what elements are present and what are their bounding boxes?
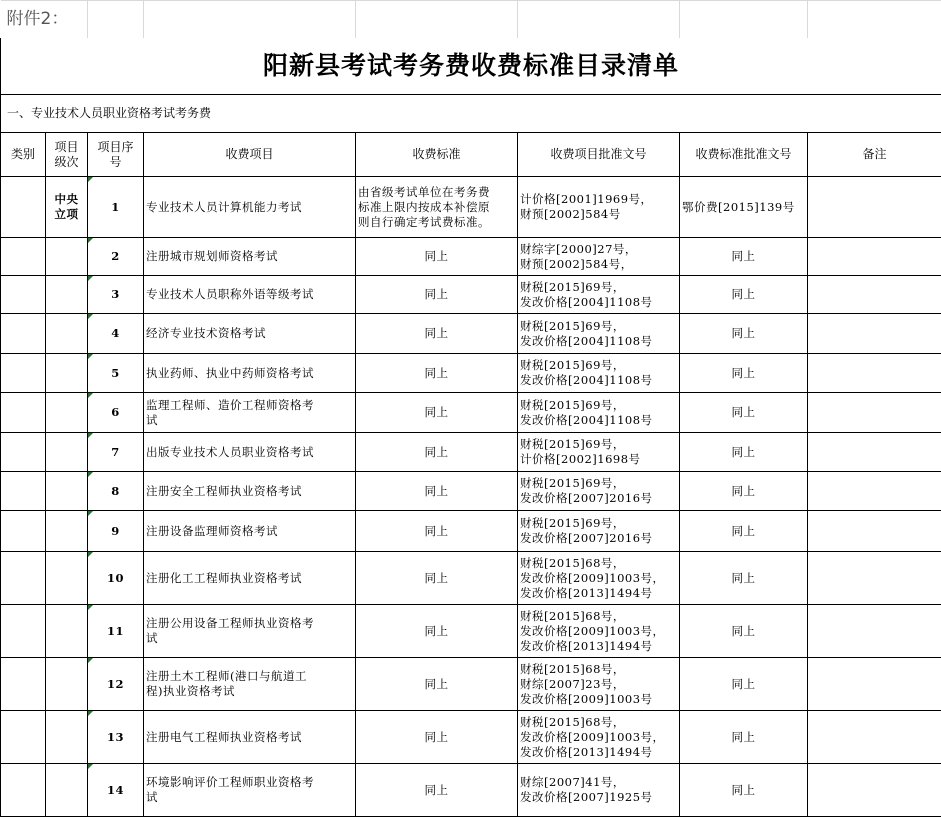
approval-doc-line: 发改价格[2007]2016号	[520, 531, 653, 545]
attachment-row	[1, 1, 941, 38]
level-cell	[46, 238, 88, 276]
item-approval-doc	[518, 354, 680, 393]
approval-doc-line: 财综[2007]41号，	[520, 775, 625, 789]
item-number: 10	[88, 552, 144, 605]
item-number: 7	[88, 433, 144, 472]
item-approval-doc	[518, 511, 680, 552]
level-cell	[46, 314, 88, 354]
header-seq-line2: 号	[109, 154, 122, 169]
item-name: 执业药师、执业中药师资格考试	[144, 354, 356, 393]
item-name	[144, 393, 356, 433]
approval-doc-line: 财预[2002]584号	[520, 207, 621, 221]
category-cell	[1, 764, 46, 817]
fee-standard-line: 同上	[424, 405, 449, 419]
header-item: 收费项目	[144, 133, 356, 177]
category-cell	[1, 605, 46, 658]
header-row	[1, 133, 941, 177]
level-cell	[46, 354, 88, 393]
item-number: 5	[88, 354, 144, 393]
category-cell	[1, 354, 46, 393]
level-cell	[46, 276, 88, 314]
item-name: 专业技术人员职称外语等级考试	[144, 276, 356, 314]
item-name: 注册化工工程师执业资格考试	[144, 552, 356, 605]
empty-cell	[680, 1, 808, 38]
level-label-line1: 中央	[54, 192, 79, 206]
item-number: 3	[88, 276, 144, 314]
item-approval-doc	[518, 177, 680, 238]
remarks-cell	[808, 177, 941, 238]
item-approval-doc	[518, 472, 680, 511]
standard-approval-doc: 同上	[680, 658, 808, 711]
approval-doc-line: 财税[2015]69号，	[520, 397, 625, 412]
item-number: 4	[88, 314, 144, 354]
fee-standard-line: 同上	[424, 249, 449, 263]
standard-approval-doc: 同上	[680, 238, 808, 276]
table-row	[1, 605, 941, 658]
approval-doc-line: 发改价格[2004]1108号	[520, 412, 653, 427]
remarks-cell	[808, 433, 941, 472]
level-cell	[46, 711, 88, 764]
standard-approval-doc: 鄂价费[2015]139号	[680, 177, 808, 238]
remarks-cell	[808, 511, 941, 552]
approval-doc-line: 发改价格[2009]1003号，	[520, 729, 665, 744]
category-cell	[1, 552, 46, 605]
category-cell	[1, 238, 46, 276]
fee-standard	[356, 472, 518, 511]
item-number: 14	[88, 764, 144, 817]
approval-doc-line: 发改价格[2009]1003号，	[520, 570, 665, 585]
item-name	[144, 658, 356, 711]
category-cell	[1, 711, 46, 764]
header-level-line1: 项目	[54, 139, 79, 154]
standard-approval-doc: 同上	[680, 605, 808, 658]
empty-cell	[808, 1, 941, 38]
item-name-line: 注册公用设备工程师执业资格考	[146, 616, 315, 630]
standard-approval-doc: 同上	[680, 552, 808, 605]
approval-doc-line: 财税[2015]69号，	[520, 476, 625, 490]
approval-doc-line: 财税[2015]68号，	[520, 608, 625, 623]
category-cell	[1, 511, 46, 552]
level-cell	[46, 511, 88, 552]
fee-standard-line: 同上	[424, 444, 449, 459]
standard-approval-doc: 同上	[680, 314, 808, 354]
fee-standard	[356, 354, 518, 393]
fee-standard	[356, 433, 518, 472]
level-cell	[46, 658, 88, 711]
fee-standard	[356, 711, 518, 764]
table-row	[1, 354, 941, 393]
item-name-line: 环境影响评价工程师职业资格考	[146, 775, 315, 789]
approval-doc-line: 财税[2015]69号，	[520, 279, 625, 294]
remarks-cell	[808, 711, 941, 764]
header-standard: 收费标准	[356, 133, 518, 177]
item-number: 13	[88, 711, 144, 764]
table-row	[1, 314, 941, 354]
table-row	[1, 658, 941, 711]
remarks-cell	[808, 238, 941, 276]
category-cell	[1, 393, 46, 433]
remarks-cell	[808, 658, 941, 711]
approval-doc-line: 财税[2015]68号，	[520, 555, 625, 570]
level-cell	[46, 177, 88, 238]
item-name: 出版专业技术人员职业资格考试	[144, 433, 356, 472]
table-row	[1, 511, 941, 552]
item-name-line: 监理工程师、造价工程师资格考	[146, 397, 315, 412]
item-approval-doc	[518, 314, 680, 354]
fee-standard-line: 同上	[424, 782, 449, 797]
standard-approval-doc: 同上	[680, 764, 808, 817]
approval-doc-line: 发改价格[2009]1003号	[520, 691, 653, 706]
item-number: 6	[88, 393, 144, 433]
item-name	[144, 605, 356, 658]
category-cell	[1, 658, 46, 711]
title-row	[1, 38, 941, 95]
remarks-cell	[808, 276, 941, 314]
item-name-line: 试	[146, 790, 159, 804]
item-name: 注册电气工程师执业资格考试	[144, 711, 356, 764]
standard-approval-doc: 同上	[680, 276, 808, 314]
header-seq-line1: 项目序	[97, 139, 134, 154]
table-row	[1, 238, 941, 276]
item-approval-doc	[518, 605, 680, 658]
item-approval-doc	[518, 276, 680, 314]
remarks-cell	[808, 605, 941, 658]
fee-standard-line: 同上	[424, 570, 449, 585]
item-approval-doc	[518, 393, 680, 433]
approval-doc-line: 发改价格[2004]1108号	[520, 333, 653, 348]
approval-doc-line: 发改价格[2013]1494号	[520, 744, 653, 759]
level-cell	[46, 552, 88, 605]
empty-cell	[88, 1, 144, 38]
fee-standard-line: 同上	[424, 326, 449, 340]
item-number: 2	[88, 238, 144, 276]
item-name-line: 试	[146, 631, 159, 645]
fee-standard	[356, 393, 518, 433]
item-name: 注册城市规划师资格考试	[144, 238, 356, 276]
level-cell	[46, 433, 88, 472]
approval-doc-line: 财税[2015]68号，	[520, 714, 625, 729]
fee-standard	[356, 764, 518, 817]
fee-standard-line: 同上	[424, 365, 449, 380]
header-item-doc: 收费项目批准文号	[518, 133, 680, 177]
table-row	[1, 276, 941, 314]
item-name: 专业技术人员计算机能力考试	[144, 177, 356, 238]
empty-cell	[356, 1, 518, 38]
header-seq	[88, 133, 144, 177]
fee-standard-line: 同上	[424, 676, 449, 691]
fee-standard-line: 同上	[424, 623, 449, 638]
item-approval-doc	[518, 764, 680, 817]
item-number: 12	[88, 658, 144, 711]
header-standard-doc: 收费标准批准文号	[680, 133, 808, 177]
section-heading: 一、专业技术人员职业资格考试考务费	[1, 95, 941, 133]
approval-doc-line: 财综[2007]23号，	[520, 676, 625, 691]
standard-approval-doc: 同上	[680, 433, 808, 472]
level-cell	[46, 472, 88, 511]
table-row	[1, 472, 941, 511]
fee-standard	[356, 552, 518, 605]
empty-cell	[518, 1, 680, 38]
approval-doc-line: 财综字[2000]27号，	[520, 241, 637, 256]
fee-standard-line: 同上	[424, 287, 449, 301]
approval-doc-line: 发改价格[2007]2016号	[520, 491, 653, 505]
item-name-line: 试	[146, 412, 159, 427]
remarks-cell	[808, 764, 941, 817]
category-cell	[1, 433, 46, 472]
item-name-line: 程)执业资格考试	[146, 684, 236, 698]
approval-doc-line: 计价格[2002]1698号	[520, 452, 641, 466]
category-cell	[1, 276, 46, 314]
item-name	[144, 764, 356, 817]
category-cell	[1, 177, 46, 238]
standard-approval-doc: 同上	[680, 511, 808, 552]
standard-approval-doc: 同上	[680, 354, 808, 393]
header-category: 类别	[1, 133, 46, 177]
item-name: 注册设备监理师资格考试	[144, 511, 356, 552]
approval-doc-line: 发改价格[2013]1494号	[520, 585, 653, 600]
remarks-cell	[808, 472, 941, 511]
standard-approval-doc: 同上	[680, 393, 808, 433]
item-name-line: 注册土木工程师(港口与航道工	[146, 669, 308, 683]
approval-doc-line: 财税[2015]68号，	[520, 661, 625, 676]
empty-cell	[144, 1, 356, 38]
fee-standard	[356, 276, 518, 314]
item-approval-doc	[518, 552, 680, 605]
section-row	[1, 95, 941, 133]
approval-doc-line: 财税[2015]69号，	[520, 437, 625, 451]
header-remarks: 备注	[808, 133, 941, 177]
approval-doc-line: 财预[2002]584号，	[520, 256, 633, 271]
table-row	[1, 711, 941, 764]
table-row	[1, 433, 941, 472]
fee-standard	[356, 658, 518, 711]
fee-standard-line: 同上	[424, 729, 449, 744]
approval-doc-line: 财税[2015]69号，	[520, 318, 625, 333]
level-label-line2: 立项	[54, 207, 79, 221]
level-cell	[46, 764, 88, 817]
fee-standard	[356, 605, 518, 658]
item-number: 9	[88, 511, 144, 552]
fee-standard-line: 同上	[424, 483, 449, 498]
approval-doc-line: 计价格[2001]1969号，	[520, 192, 653, 206]
standard-approval-doc: 同上	[680, 711, 808, 764]
header-level	[46, 133, 88, 177]
item-number: 8	[88, 472, 144, 511]
approval-doc-line: 发改价格[2013]1494号	[520, 638, 653, 653]
approval-doc-line: 财税[2015]69号，	[520, 516, 625, 530]
document-title: 阳新县考试考务费收费标准目录清单	[1, 38, 941, 95]
remarks-cell	[808, 393, 941, 433]
item-name: 经济专业技术资格考试	[144, 314, 356, 354]
item-name: 注册安全工程师执业资格考试	[144, 472, 356, 511]
fee-standard	[356, 238, 518, 276]
fee-standard-line: 标准上限内按成本补偿原	[358, 199, 491, 214]
item-number: 11	[88, 605, 144, 658]
item-approval-doc	[518, 658, 680, 711]
remarks-cell	[808, 354, 941, 393]
approval-doc-line: 发改价格[2009]1003号，	[520, 623, 665, 638]
level-cell	[46, 605, 88, 658]
remarks-cell	[808, 552, 941, 605]
item-approval-doc	[518, 238, 680, 276]
table-row	[1, 393, 941, 433]
standard-approval-doc: 同上	[680, 472, 808, 511]
fee-standard	[356, 511, 518, 552]
approval-doc-line: 发改价格[2004]1108号	[520, 294, 653, 309]
approval-doc-line: 财税[2015]69号，	[520, 358, 625, 372]
table-row	[1, 764, 941, 817]
fee-standard	[356, 314, 518, 354]
table-row	[1, 552, 941, 605]
fee-standard-line: 则自行确定考试费标准。	[358, 214, 491, 229]
fee-standard-line: 同上	[424, 523, 449, 538]
fee-standard-line: 由省级考试单位在考务费	[358, 184, 491, 199]
approval-doc-line: 发改价格[2007]1925号	[520, 790, 653, 804]
approval-doc-line: 发改价格[2004]1108号	[520, 373, 653, 387]
fee-standard	[356, 177, 518, 238]
category-cell	[1, 472, 46, 511]
remarks-cell	[808, 314, 941, 354]
header-level-line2: 级次	[54, 154, 79, 169]
item-number: 1	[88, 177, 144, 238]
category-cell	[1, 314, 46, 354]
item-approval-doc	[518, 711, 680, 764]
table-row	[1, 177, 941, 238]
level-cell	[46, 393, 88, 433]
attachment-label: 附件2：	[1, 1, 88, 38]
item-approval-doc	[518, 433, 680, 472]
